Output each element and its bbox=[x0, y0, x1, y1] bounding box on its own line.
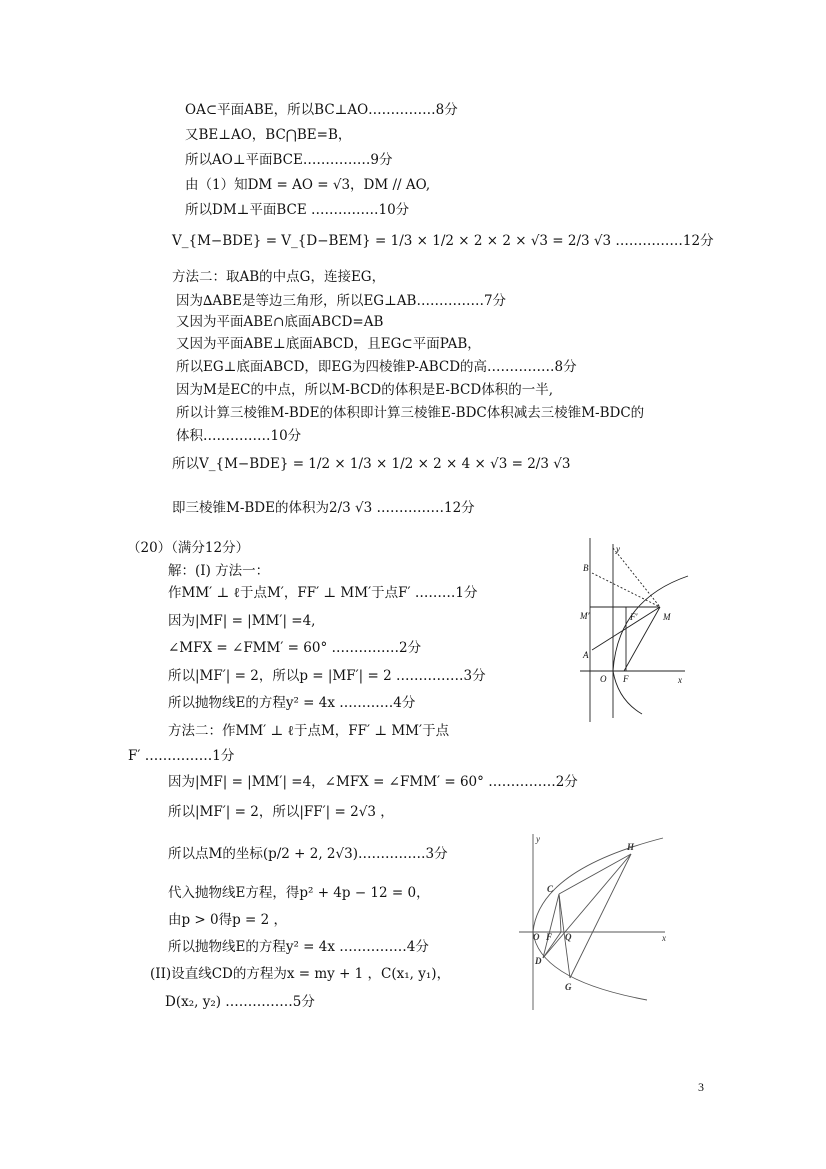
text-line: 所以DM⊥平面BCE ……………10分 bbox=[185, 202, 410, 218]
chord-CH bbox=[559, 854, 631, 894]
label-G: G bbox=[565, 982, 572, 992]
text-line: 即三棱锥M-BDE的体积为2/3 √3 ……………12分 bbox=[172, 500, 475, 516]
text-line: (II)设直线CD的方程为x = my + 1 ，C(x₁, y₁)， bbox=[150, 966, 451, 982]
label-M-prime: M′ bbox=[580, 611, 590, 621]
text-line: 因为|MF| = |MM′| =4, bbox=[168, 613, 316, 629]
text-line: F′ ……………1分 bbox=[128, 748, 235, 764]
label-F-prime: F′ bbox=[630, 612, 638, 622]
page-number: 3 bbox=[698, 1080, 704, 1094]
text-line: 体积……………10分 bbox=[176, 428, 302, 444]
chord-GH bbox=[570, 854, 631, 978]
label-F: F bbox=[623, 674, 629, 684]
label-O: O bbox=[533, 932, 540, 942]
formula-line: 所以V_{M−BDE} = 1/2 × 1/3 × 1/2 × 2 × 4 × √3 = 2/3 √3 bbox=[172, 456, 571, 472]
text-line: 又BE⊥AO，BC⋂BE=B， bbox=[185, 127, 352, 143]
label-F: F bbox=[546, 932, 553, 942]
label-y: y bbox=[536, 834, 540, 844]
label-x: x bbox=[678, 675, 682, 685]
label-Q: Q bbox=[565, 932, 572, 942]
text-line: ∠MFX = ∠FMM′ = 60° ……………2分 bbox=[168, 640, 422, 656]
text-line: 所以|MF′| = 2，所以|FF′| = 2√3 ， bbox=[168, 804, 394, 820]
label-D: D bbox=[535, 956, 542, 966]
parabola-lower bbox=[533, 932, 647, 1000]
text-line: 因为|MF| = |MM′| =4，∠MFX = ∠FMM′ = 60° ……………2分 bbox=[168, 774, 578, 790]
text-line: 所以|MF′| = 2，所以p = |MF′| = 2 ……………3分 bbox=[168, 668, 486, 684]
text-line: 因为M是EC的中点，所以M-BCD的体积是E-BCD体积的一半, bbox=[176, 382, 553, 398]
label-M: M bbox=[663, 612, 671, 622]
text-line: 解：(I) 方法一： bbox=[168, 563, 270, 579]
label-H: H bbox=[627, 842, 635, 852]
text-line: 方法二：取AB的中点G，连接EG， bbox=[172, 269, 386, 285]
text-line: 所以点M的坐标(p/2 + 2, 2√3)……………3分 bbox=[168, 846, 448, 862]
text-line: 由（1）知DM = AO = √3，DM // AO, bbox=[185, 177, 431, 193]
label-O: O bbox=[600, 674, 607, 684]
text-line: 所以抛物线E的方程y² = 4x ……………4分 bbox=[168, 939, 429, 955]
label-y: y bbox=[616, 544, 620, 554]
text-line: 所以抛物线E的方程y² = 4x …………4分 bbox=[168, 695, 416, 711]
problem-header: （20）（满分12分） bbox=[127, 540, 250, 556]
segment-BM bbox=[592, 573, 660, 607]
formula-line: V_{M−BDE} = V_{D−BEM} = 1/3 × 1/2 × 2 × 2 × √3 = 2/3 √3 ……………12分 bbox=[172, 233, 714, 249]
label-x: x bbox=[662, 933, 666, 943]
label-B: B bbox=[583, 563, 589, 573]
figure-parabola-directrix bbox=[560, 538, 700, 722]
text-line: 作MM′ ⊥ ℓ于点M′，FF′ ⊥ MM′于点F′ ………1分 bbox=[168, 585, 478, 601]
text-line: 所以EG⊥底面ABCD，即EG为四棱锥P-ABCD的高……………8分 bbox=[176, 359, 577, 375]
label-C: C bbox=[547, 884, 554, 894]
text-line: 方法二：作MM′ ⊥ ℓ于点M，FF′ ⊥ MM′于点 bbox=[168, 723, 450, 739]
segment-top-M bbox=[613, 548, 660, 607]
text-line: OA⊂平面ABE，所以BC⊥AO……………8分 bbox=[185, 102, 458, 118]
figure-parabola-chords bbox=[515, 830, 675, 1012]
text-line: D(x₂, y₂) ……………5分 bbox=[165, 994, 315, 1010]
text-line: 由p > 0得p = 2 ， bbox=[168, 912, 288, 928]
text-line: 又因为平面ABE⊥底面ABCD，且EG⊂平面PAB， bbox=[176, 336, 481, 352]
label-A: A bbox=[583, 650, 589, 660]
text-line: 因为∆ABE是等边三角形，所以EG⊥AB……………7分 bbox=[176, 293, 507, 309]
text-line: 所以AO⊥平面BCE……………9分 bbox=[185, 152, 393, 168]
text-line: 所以计算三棱锥M-BDE的体积即计算三棱锥E-BDC体积减去三棱锥M-BDC的 bbox=[176, 405, 645, 421]
text-line: 又因为平面ABE∩底面ABCD=AB bbox=[176, 314, 384, 330]
text-line: 代入抛物线E方程，得p² + 4p − 12 = 0， bbox=[168, 885, 430, 901]
